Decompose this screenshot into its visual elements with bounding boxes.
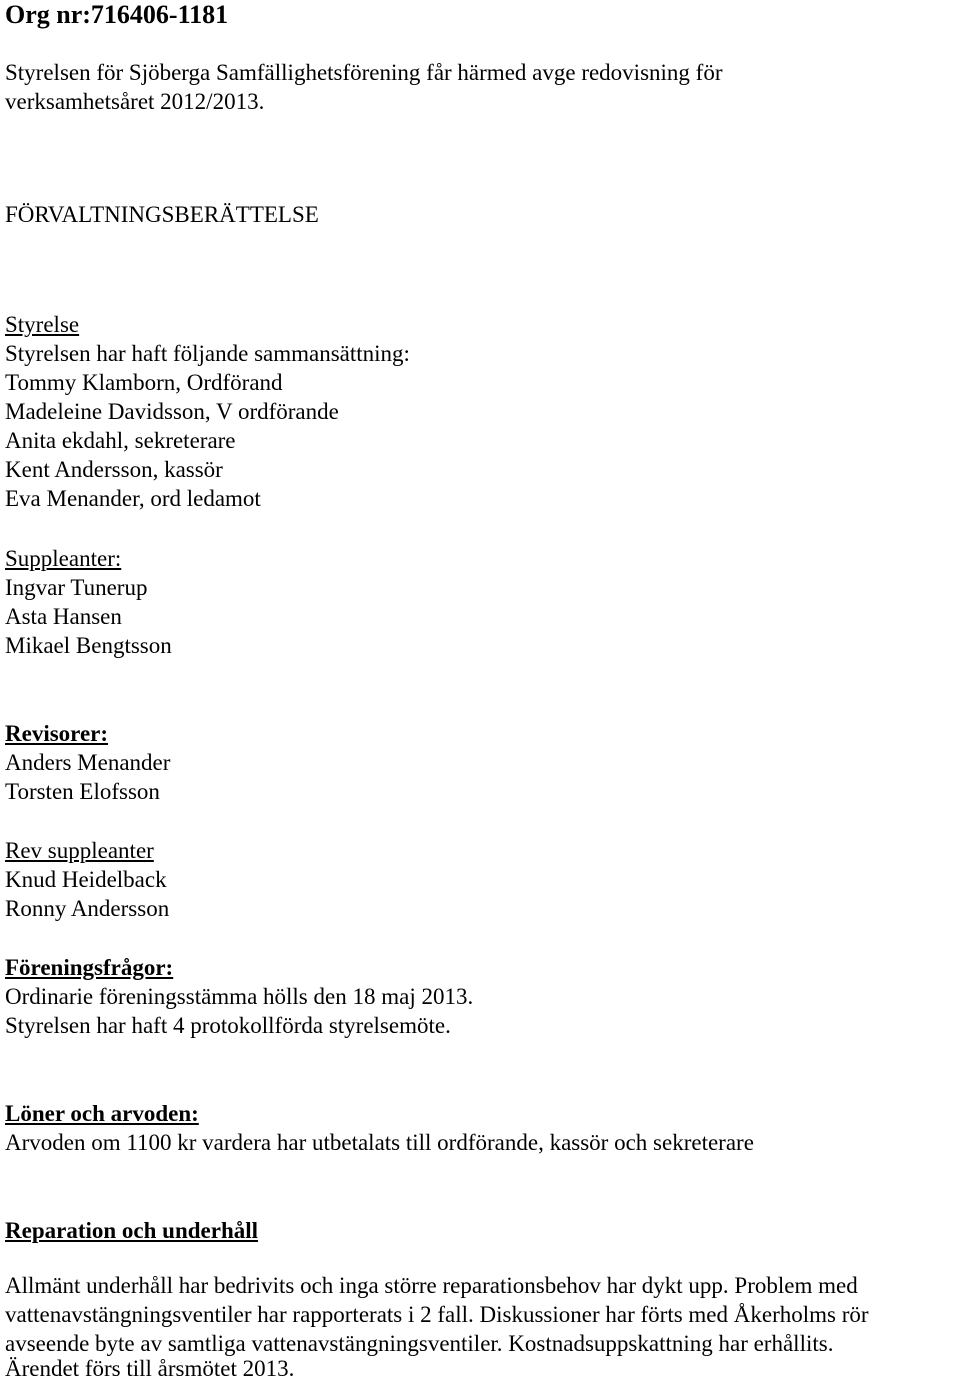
reparation-line: avseende byte av samtliga vattenavstängningsventiler. Kostnadsuppskattning har erhållits. — [5, 1331, 834, 1356]
reparation-line: Ärendet förs till årsmötet 2013. — [5, 1356, 295, 1381]
reparation-heading: Reparation och underhåll — [5, 1218, 259, 1243]
foreningsfragor-heading: Föreningsfrågor: — [5, 955, 174, 980]
styrelse-heading: Styrelse — [5, 312, 80, 337]
association-item: Ordinarie föreningsstämma hölls den 18 maj 2013. — [5, 984, 474, 1009]
reparation-line: vattenavstängningsventiler har rapporterats i 2 fall. Diskussioner har förts med Åkerholms rör — [5, 1302, 869, 1327]
styrelse-intro: Styrelsen har haft följande sammansättning: — [5, 341, 410, 366]
revisorer-heading: Revisorer: — [5, 721, 109, 746]
board-member: Madeleine Davidsson, V ordförande — [5, 399, 339, 424]
auditor: Torsten Elofsson — [5, 779, 160, 804]
deputy-auditor: Ronny Andersson — [5, 896, 170, 921]
loner-heading: Löner och arvoden: — [5, 1101, 199, 1126]
board-member: Eva Menander, ord ledamot — [5, 486, 261, 511]
intro-line-1: Styrelsen för Sjöberga Samfällighetsförening får härmed avge redovisning för — [5, 60, 723, 85]
loner-text: Arvoden om 1100 kr vardera har utbetalats till ordförande, kassör och sekreterare — [5, 1130, 754, 1155]
board-member: Tommy Klamborn, Ordförand — [5, 370, 283, 395]
association-item: Styrelsen har haft 4 protokollförda styrelsemöte. — [5, 1013, 451, 1038]
suppleanter-heading: Suppleanter: — [5, 546, 122, 571]
report-title: FÖRVALTNINGSBERÄTTELSE — [5, 202, 319, 227]
deputy-member: Ingvar Tunerup — [5, 575, 148, 600]
deputy-member: Mikael Bengtsson — [5, 633, 172, 658]
board-member: Kent Andersson, kassör — [5, 457, 223, 482]
deputy-auditor: Knud Heidelback — [5, 867, 167, 892]
intro-line-2: verksamhetsåret 2012/2013. — [5, 89, 265, 114]
deputy-member: Asta Hansen — [5, 604, 122, 629]
rev-suppleanter-heading: Rev suppleanter — [5, 838, 154, 863]
board-member: Anita ekdahl, sekreterare — [5, 428, 236, 453]
org-number: Org nr:716406-1181 — [5, 0, 229, 29]
auditor: Anders Menander — [5, 750, 171, 775]
reparation-line: Allmänt underhåll har bedrivits och inga större reparationsbehov har dykt upp. Problem med — [5, 1273, 858, 1298]
